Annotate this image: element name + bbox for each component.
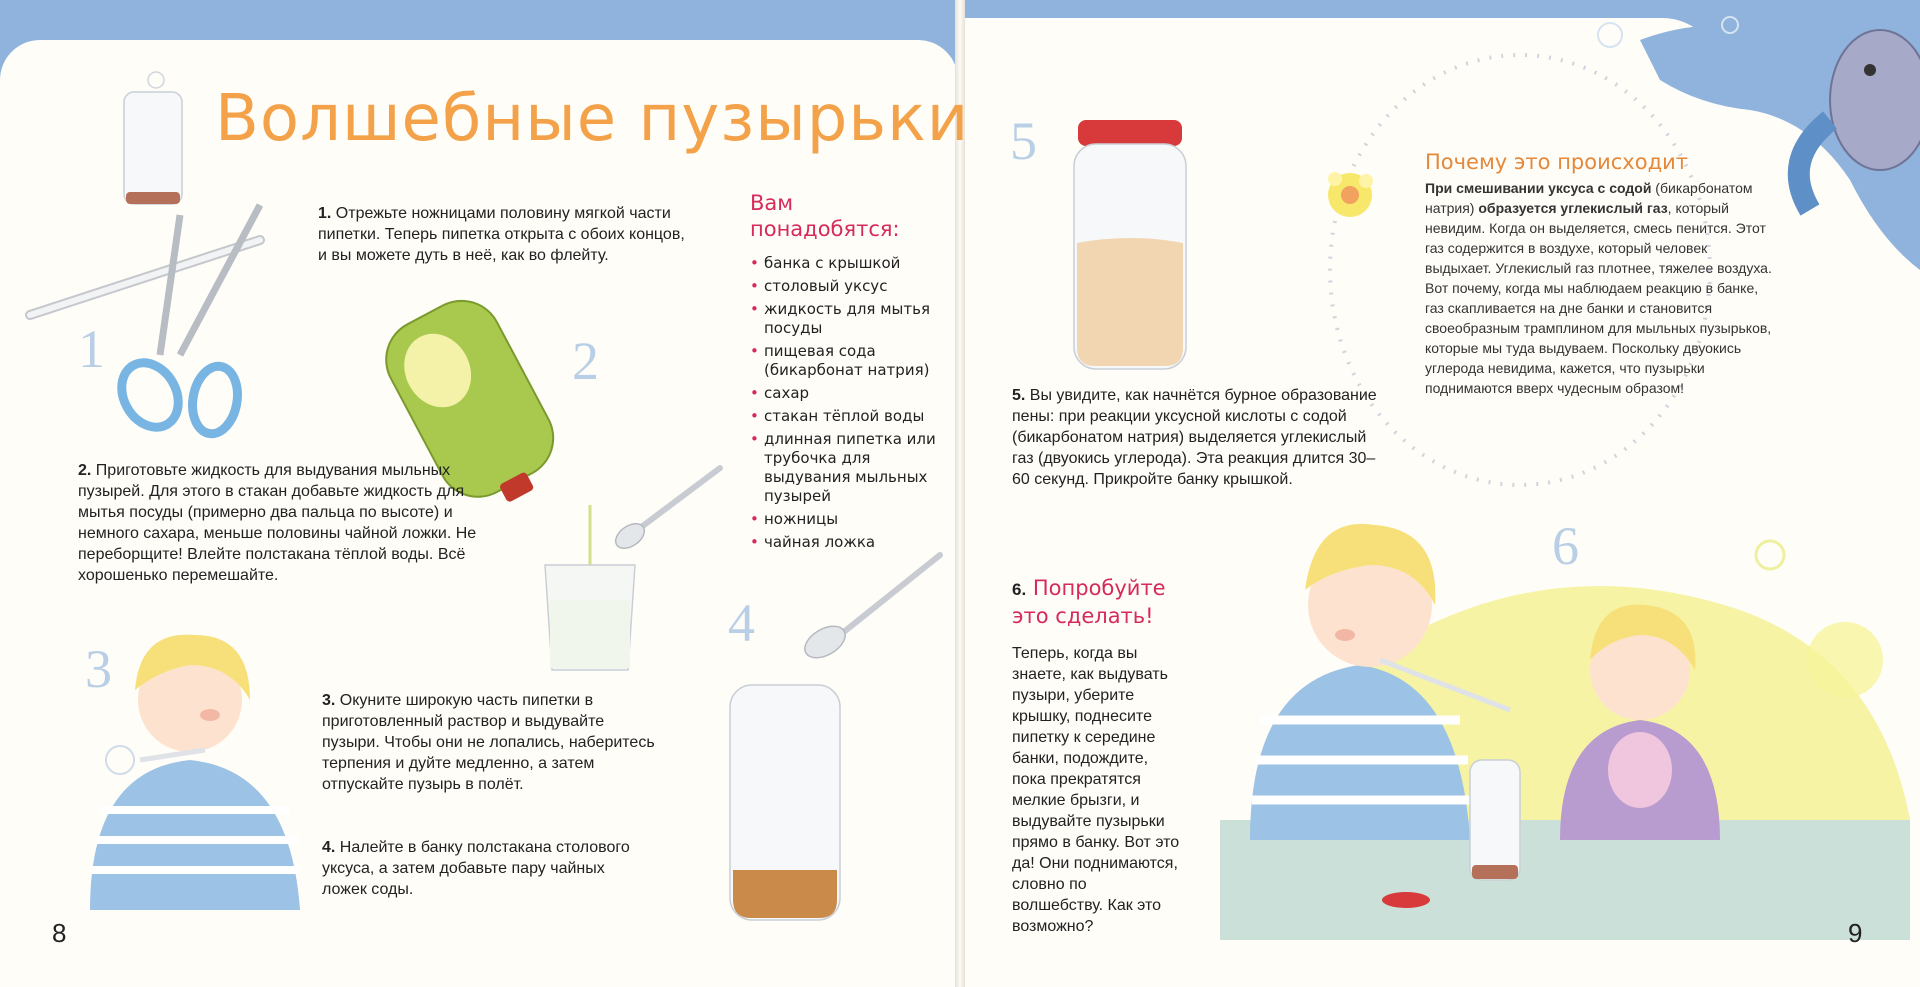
step-3-number: 3. [322,692,336,709]
step-6-body: Теперь, когда вы знаете, как выдувать пузыри, уберите крышку, поднесите пипетку к середине банки, подождите, пока прекратятся мелкие брызги, и выдувайте пузырьки прямо в банку. Вот это да! Они поднимаются, словно по волшебству. Как это возможно? [1012,645,1180,935]
materials-item: • банка с крышкой [750,254,940,273]
materials-item: • жидкость для мытья посуды [750,300,940,338]
step-4-body: Налейте в банку полстакана столового уксуса, а затем добавьте пару чайных ложек соды. [322,839,630,898]
vinegar-jar-illustration [725,680,845,930]
why-box [1425,150,1775,398]
step-1-text [318,203,688,266]
materials-item: • длинная пипетка или трубочка для выдувания мыльных пузырей [750,430,940,506]
step-6-title: Попробуйте это сделать! [1012,576,1166,628]
why-text [1425,178,1775,398]
step-1-number: 1. [318,205,332,222]
step-3-body: Окуните широкую часть пипетки в приготовленный раствор и выдувайте пузыри. Чтобы они не лопались, наберитесь терпения и дуйте медленно, а затем отпускайте пузырь в полёт. [322,692,655,793]
why-lead: При смешивании уксуса с содой [1425,180,1652,196]
step-number-6: 6 [1552,516,1579,576]
step-3-text [322,690,662,795]
flower-icon [1310,155,1390,235]
why-text-part: (бикарбонатом натрия) [1425,180,1753,216]
materials-item: • сахар [750,384,940,403]
step-5-text [1012,385,1382,490]
left-page-number: 8 [52,918,67,948]
step-6-box [1012,575,1182,937]
step-2-number: 2. [78,462,92,479]
children-scene-illustration [1220,520,1910,940]
materials-item: • ножницы [750,510,940,529]
boy-blowing-bubbles-illustration [80,610,310,910]
materials-list [750,254,940,552]
foaming-jar-illustration [1070,118,1190,373]
step-number-2: 2 [572,331,599,391]
step-5-number: 5. [1012,387,1026,404]
step-2-body: Приготовьте жидкость для выдувания мыльных пузырей. Для этого в стакан добавьте жидкость для мытья посуды (примерно два пальца по высоте) и немного сахара, меньше половины чайной ложки. Не переборщите! Влейте полстакана тёплой воды. Всё хорошенько перемешайте. [78,462,477,584]
step-6-number: 6. [1012,580,1027,599]
materials-item: • столовый уксус [750,277,940,296]
step-number-5: 5 [1010,111,1037,171]
page-title: Волшебные пузырьки [215,82,970,156]
step-number-1: 1 [78,319,105,379]
step-2-text [78,460,478,586]
step-4-text [322,837,642,900]
spoon-illustration [795,550,945,660]
why-title: Почему это происходит [1425,150,1688,174]
materials-title: Вам понадобятся: [750,191,900,241]
step-number-4: 4 [728,593,755,653]
step-5-body: Вы увидите, как начнётся бурное образование пены: при реакции уксусной кислоты с содой (бикарбонатом натрия) выделяется углекислый газ (двуокись углерода). Эта реакция длится 30–60 секунд. Прикройте банку крышкой. [1012,387,1377,488]
scissors-illustration [30,195,300,445]
teaspoon-illustration [610,460,730,550]
why-text-rest: , который невидим. Когда он выделяется, смесь пенится. Этот газ содержится в воздухе, который человек выдыхает. Углекислый газ плотнее, тяжелее воздуха. Вот почему, когда мы наблюдаем реакцию в банке, газ скапливается на дне банки и становится своеобразным трамплином для мыльных пузырьков, которые мы туда выдуваем. Поскольку двуокись углерода невидима, кажется, что пузырьки поднимаются вверх чудесным образом! [1425,200,1772,396]
glass-illustration [540,560,640,675]
materials-item: • стакан тёплой воды [750,407,940,426]
why-bold: образуется углекислый газ [1478,200,1668,216]
right-page-number: 9 [1848,918,1863,948]
step-4-number: 4. [322,839,336,856]
step-number-3: 3 [85,639,112,699]
materials-item: • пищевая сода (бикарбонат натрия) [750,342,940,380]
step-6-heading [1012,575,1182,629]
step-1-body: Отрежьте ножницами половину мягкой части пипетки. Теперь пипетка открыта с обоих концов, и вы можете дуть в неё, как во флейту. [318,205,685,264]
materials-box [750,190,940,556]
materials-item: • чайная ложка [750,533,940,552]
